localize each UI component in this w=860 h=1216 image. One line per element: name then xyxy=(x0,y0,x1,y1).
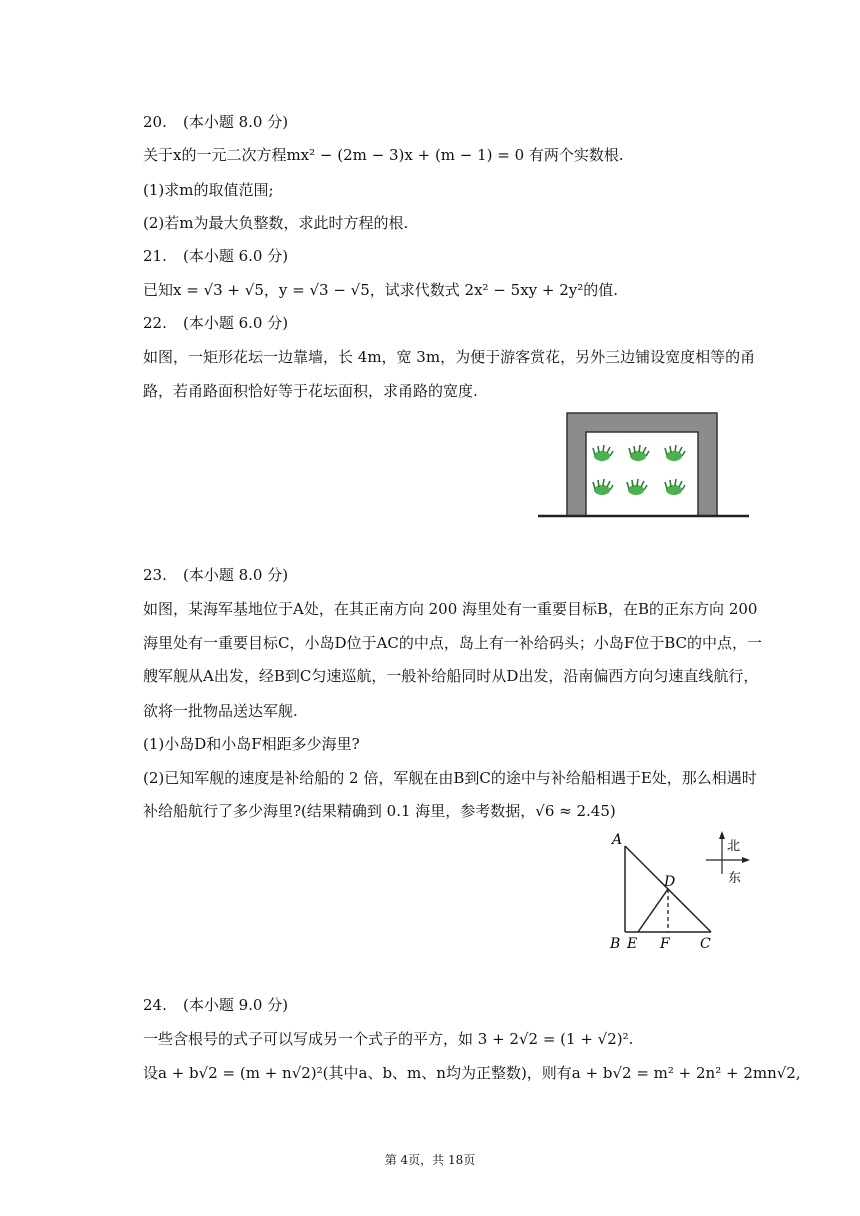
q24-points: (本小题 9.0 分) xyxy=(183,996,289,1014)
q24-stem-line2: 设a + b√2 = (m + n√2)²(其中a、b、m、n均为正整数)，则有a + b√2 = m² + 2n² + 2mn√2, xyxy=(143,1064,801,1082)
label-east: 东 xyxy=(728,871,742,886)
q24-heading xyxy=(143,995,288,1015)
label-f: F xyxy=(660,936,670,952)
q22-number: 22. xyxy=(143,314,167,332)
q20-stem: 关于x的一元二次方程mx² − (2m − 3)x + (m − 1) = 0 有两个实数根. xyxy=(143,146,624,164)
segment-de xyxy=(638,889,668,932)
q21-stem: 已知x = √3 + √5，y = √3 − √5，试求代数式 2x² − 5xy + 2y²的值. xyxy=(143,281,619,299)
q23-part2-line1: (2)已知军舰的速度是补给船的 2 倍，军舰在由B到C的途中与补给船相遇于E处，那么相遇时 xyxy=(143,769,757,787)
q20-part2: (2)若m为最大负整数，求此时方程的根. xyxy=(143,214,409,232)
q20-points: (本小题 8.0 分) xyxy=(183,113,289,131)
label-c: C xyxy=(700,936,711,952)
q23-heading xyxy=(143,565,288,585)
q23-part2-line2: 补给船航行了多少海里?(结果精确到 0.1 海里，参考数据，√6 ≈ 2.45) xyxy=(143,802,616,820)
triangle-figure xyxy=(600,826,760,956)
q23-stem-line4: 欲将一批物品送达军舰. xyxy=(143,702,298,720)
label-a: A xyxy=(612,832,623,848)
q23-number: 23. xyxy=(143,566,167,584)
q20-number: 20. xyxy=(143,113,167,131)
q20-heading xyxy=(143,112,288,132)
q22-points: (本小题 6.0 分) xyxy=(183,314,289,332)
q22-stem-line2: 路，若甬路面积恰好等于花坛面积，求甬路的宽度. xyxy=(143,382,478,400)
flower-bed-inner xyxy=(586,432,698,516)
q21-points: (本小题 6.0 分) xyxy=(183,247,289,265)
q23-stem-line3: 艘军舰从A出发，经B到C匀速巡航，一般补给船同时从D出发，沿南偏西方向匀速直线航行， xyxy=(143,667,759,685)
label-b: B xyxy=(610,936,621,952)
q22-stem-line1: 如图，一矩形花坛一边靠墙，长 4m，宽 3m，为便于游客赏花，另外三边铺设宽度相等的甬 xyxy=(143,348,756,366)
q23-part1: (1)小岛D和小岛F相距多少海里? xyxy=(143,735,360,753)
q20-part1: (1)求m的取值范围; xyxy=(143,181,274,199)
q21-number: 21. xyxy=(143,247,167,265)
q22-heading xyxy=(143,313,288,333)
q23-points: (本小题 8.0 分) xyxy=(183,566,289,584)
label-north: 北 xyxy=(727,839,741,854)
label-e: E xyxy=(627,936,638,952)
label-d: D xyxy=(664,874,676,890)
q23-stem-line1: 如图，某海军基地位于A处，在其正南方向 200 海里处有一重要目标B，在B的正东方向 200 xyxy=(143,600,758,618)
q21-heading xyxy=(143,246,288,266)
q24-stem-line1: 一些含根号的式子可以写成另一个式子的平方，如 3 + 2√2 = (1 + √2)². xyxy=(143,1030,634,1048)
q24-number: 24. xyxy=(143,996,167,1014)
q23-stem-line2: 海里处有一重要目标C，小岛D位于AC的中点，岛上有一补给码头；小岛F位于BC的中点，一 xyxy=(143,634,763,652)
page-footer: 第 4页，共 18页 xyxy=(384,1153,476,1167)
flower-bed-figure xyxy=(536,410,752,522)
